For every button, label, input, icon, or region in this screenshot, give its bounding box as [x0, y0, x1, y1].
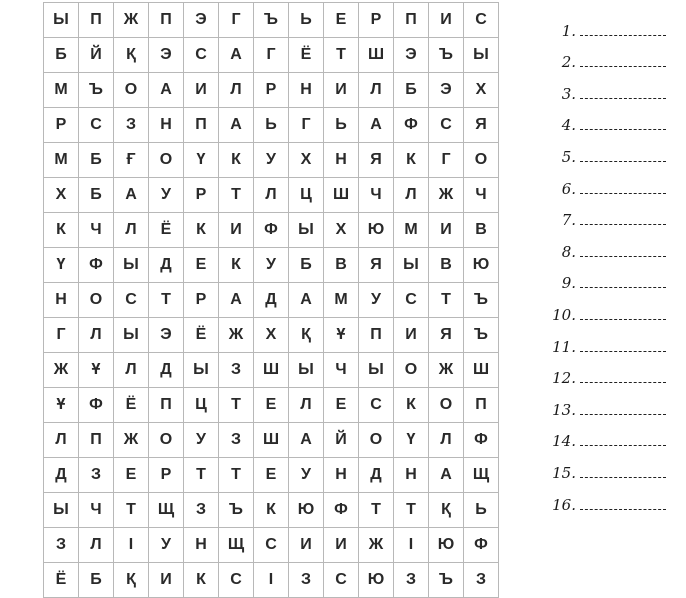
grid-cell[interactable]: Н [324, 143, 359, 178]
grid-cell[interactable]: Й [79, 38, 114, 73]
answer-blank[interactable] [580, 34, 666, 36]
grid-cell[interactable]: Ү [44, 248, 79, 283]
grid-cell[interactable]: Ч [359, 178, 394, 213]
grid-cell[interactable]: У [254, 248, 289, 283]
grid-cell[interactable]: Ы [44, 3, 79, 38]
grid-cell[interactable]: Ц [289, 178, 324, 213]
answer-line [546, 71, 676, 103]
grid-cell[interactable]: У [359, 283, 394, 318]
grid-cell[interactable]: Ь [324, 108, 359, 143]
grid-cell[interactable]: К [219, 248, 254, 283]
grid-cell[interactable]: Й [324, 423, 359, 458]
answer-line [546, 324, 676, 356]
grid-cell[interactable]: Ъ [79, 73, 114, 108]
grid-cell[interactable]: Қ [289, 318, 324, 353]
grid-cell[interactable]: Ж [114, 423, 149, 458]
answer-blank[interactable] [580, 413, 666, 415]
grid-cell[interactable]: З [184, 493, 219, 528]
grid-cell[interactable]: О [429, 388, 464, 423]
grid-cell[interactable]: Б [79, 143, 114, 178]
answer-blank[interactable] [580, 286, 666, 288]
grid-cell[interactable]: С [359, 388, 394, 423]
grid-cell[interactable]: Щ [149, 493, 184, 528]
grid-cell[interactable]: А [114, 178, 149, 213]
grid-cell[interactable]: Х [464, 73, 499, 108]
answer-number: 12. [552, 369, 576, 388]
answer-number: 1. [561, 21, 576, 40]
grid-cell[interactable]: И [184, 73, 219, 108]
grid-cell[interactable]: С [184, 38, 219, 73]
grid-cell[interactable]: А [359, 108, 394, 143]
grid-cell[interactable]: О [149, 143, 184, 178]
grid-cell[interactable]: Ы [289, 213, 324, 248]
grid-cell[interactable]: Ш [254, 353, 289, 388]
answer-number: 2. [561, 53, 576, 72]
grid-cell[interactable]: Е [324, 388, 359, 423]
grid-cell[interactable]: Ү [184, 143, 219, 178]
grid-cell[interactable]: Ъ [464, 283, 499, 318]
grid-cell[interactable]: И [324, 73, 359, 108]
grid-cell[interactable]: Ф [324, 493, 359, 528]
grid-cell[interactable]: Ы [114, 318, 149, 353]
grid-cell[interactable]: І [254, 563, 289, 598]
grid-cell[interactable]: Ю [429, 528, 464, 563]
grid-cell[interactable]: Г [254, 38, 289, 73]
grid-cell[interactable]: П [149, 3, 184, 38]
grid-cell[interactable]: З [79, 458, 114, 493]
grid-cell[interactable]: И [324, 528, 359, 563]
grid-cell[interactable]: Ё [184, 318, 219, 353]
grid-cell[interactable]: М [44, 73, 79, 108]
grid-cell[interactable]: Р [184, 178, 219, 213]
grid-cell[interactable]: Ф [464, 423, 499, 458]
grid-cell[interactable]: П [464, 388, 499, 423]
grid-cell[interactable]: І [114, 528, 149, 563]
grid-cell[interactable]: Ъ [429, 38, 464, 73]
grid-cell[interactable]: Ъ [219, 493, 254, 528]
grid-cell[interactable]: И [149, 563, 184, 598]
grid-cell[interactable]: Г [44, 318, 79, 353]
grid-cell[interactable]: Ч [79, 213, 114, 248]
grid-cell[interactable]: О [359, 423, 394, 458]
grid-cell[interactable]: Ч [79, 493, 114, 528]
answer-number: 10. [552, 305, 576, 324]
answer-number: 13. [552, 400, 576, 419]
grid-cell[interactable]: Ё [114, 388, 149, 423]
answer-number: 16. [552, 495, 576, 514]
grid-cell[interactable]: А [429, 458, 464, 493]
grid-cell[interactable]: Д [149, 248, 184, 283]
answer-blank[interactable] [580, 508, 666, 510]
answer-number: 8. [561, 242, 576, 261]
grid-cell[interactable]: Ё [289, 38, 324, 73]
grid-cell[interactable]: Я [359, 248, 394, 283]
grid-cell[interactable]: Ү [394, 423, 429, 458]
grid-cell[interactable]: Т [324, 38, 359, 73]
grid-cell[interactable]: Л [114, 213, 149, 248]
grid-cell[interactable]: Ь [254, 108, 289, 143]
grid-cell[interactable]: Ь [289, 3, 324, 38]
grid-cell[interactable]: Ж [429, 353, 464, 388]
grid-cell[interactable]: Х [324, 213, 359, 248]
answer-line [546, 387, 676, 419]
grid-cell[interactable]: Т [114, 493, 149, 528]
grid-cell[interactable]: Ж [359, 528, 394, 563]
grid-cell[interactable]: Щ [219, 528, 254, 563]
grid-cell[interactable]: Я [359, 143, 394, 178]
grid-cell[interactable]: Қ [114, 38, 149, 73]
grid-cell[interactable]: Ы [359, 353, 394, 388]
grid-cell[interactable]: Г [289, 108, 324, 143]
grid-cell[interactable]: Н [44, 283, 79, 318]
grid-cell[interactable]: Л [359, 73, 394, 108]
grid-cell[interactable]: Ф [254, 213, 289, 248]
answer-number: 3. [561, 84, 576, 103]
grid-cell[interactable]: Д [359, 458, 394, 493]
grid-cell[interactable]: Л [44, 423, 79, 458]
grid-cell[interactable]: Ы [289, 353, 324, 388]
answer-blank[interactable] [580, 444, 666, 446]
grid-cell[interactable]: Э [149, 318, 184, 353]
grid-cell[interactable]: Л [79, 318, 114, 353]
grid-cell[interactable]: Б [79, 178, 114, 213]
grid-cell[interactable]: Қ [114, 563, 149, 598]
grid-cell[interactable]: С [394, 283, 429, 318]
grid-cell[interactable]: Ъ [429, 563, 464, 598]
grid-cell[interactable]: Л [394, 178, 429, 213]
grid-cell[interactable]: Ш [254, 423, 289, 458]
grid-cell[interactable]: Ы [394, 248, 429, 283]
grid-cell[interactable]: Я [464, 108, 499, 143]
grid-cell[interactable]: Н [184, 528, 219, 563]
grid-cell[interactable]: П [149, 388, 184, 423]
grid-cell[interactable]: З [464, 563, 499, 598]
grid-cell[interactable]: О [464, 143, 499, 178]
grid-cell[interactable]: О [149, 423, 184, 458]
grid-cell[interactable]: Р [44, 108, 79, 143]
grid-cell[interactable]: Қ [429, 493, 464, 528]
grid-cell[interactable]: Б [44, 38, 79, 73]
grid-cell[interactable]: З [44, 528, 79, 563]
grid-cell[interactable]: Н [289, 73, 324, 108]
grid-cell[interactable]: Т [149, 283, 184, 318]
grid-cell[interactable]: И [219, 213, 254, 248]
answer-line [546, 450, 676, 482]
answer-number: 4. [561, 116, 576, 135]
grid-cell[interactable]: Ы [184, 353, 219, 388]
answer-line [546, 229, 676, 261]
answer-line [546, 261, 676, 293]
grid-cell[interactable]: С [79, 108, 114, 143]
grid-cell[interactable]: С [254, 528, 289, 563]
answer-line [546, 292, 676, 324]
grid-cell[interactable]: К [44, 213, 79, 248]
grid-cell[interactable]: М [394, 213, 429, 248]
grid-cell[interactable]: В [324, 248, 359, 283]
grid-cell[interactable]: П [79, 3, 114, 38]
grid-cell[interactable]: Э [184, 3, 219, 38]
grid-cell[interactable]: Ж [114, 3, 149, 38]
answer-blank[interactable] [580, 192, 666, 194]
grid-cell[interactable]: А [219, 38, 254, 73]
grid-cell[interactable]: Л [429, 423, 464, 458]
grid-cell[interactable]: И [429, 3, 464, 38]
grid-cell[interactable]: С [464, 3, 499, 38]
grid-cell[interactable]: Э [429, 73, 464, 108]
grid-cell[interactable]: С [114, 283, 149, 318]
grid-cell[interactable]: З [219, 423, 254, 458]
grid-cell[interactable]: К [184, 563, 219, 598]
answer-line [546, 8, 676, 40]
grid-cell[interactable]: Я [429, 318, 464, 353]
grid-cell[interactable]: Ж [429, 178, 464, 213]
grid-cell[interactable]: Ф [464, 528, 499, 563]
grid-cell[interactable]: К [394, 388, 429, 423]
grid-cell[interactable]: Ё [149, 213, 184, 248]
grid-cell[interactable]: Х [289, 143, 324, 178]
word-search-grid [43, 2, 499, 598]
grid-cell[interactable]: У [254, 143, 289, 178]
grid-cell[interactable]: Е [254, 458, 289, 493]
grid-cell[interactable]: П [359, 318, 394, 353]
grid-cell[interactable]: К [254, 493, 289, 528]
grid-cell[interactable]: К [219, 143, 254, 178]
grid-cell[interactable]: Л [114, 353, 149, 388]
grid-cell[interactable]: У [149, 178, 184, 213]
answer-blank[interactable] [580, 160, 666, 162]
grid-cell[interactable]: Ұ [79, 353, 114, 388]
answer-blank[interactable] [580, 97, 666, 99]
answer-blank[interactable] [580, 350, 666, 352]
grid-cell[interactable]: Д [254, 283, 289, 318]
grid-cell[interactable]: Б [289, 248, 324, 283]
grid-cell[interactable]: Б [79, 563, 114, 598]
grid-cell[interactable]: Д [44, 458, 79, 493]
grid-cell[interactable]: Р [359, 3, 394, 38]
grid-cell[interactable]: Б [394, 73, 429, 108]
grid-cell[interactable]: Т [219, 178, 254, 213]
grid-cell[interactable]: Т [219, 458, 254, 493]
grid-cell[interactable]: Р [149, 458, 184, 493]
grid-cell[interactable]: Ю [464, 248, 499, 283]
answer-blank[interactable] [580, 318, 666, 320]
grid-cell[interactable]: Н [149, 108, 184, 143]
grid-cell[interactable]: Т [394, 493, 429, 528]
answer-number: 14. [552, 432, 576, 451]
grid-cell[interactable]: Ю [289, 493, 324, 528]
answer-line [546, 103, 676, 135]
grid-cell[interactable]: Т [429, 283, 464, 318]
grid-cell[interactable]: У [289, 458, 324, 493]
grid-cell[interactable]: Ш [359, 38, 394, 73]
grid-cell[interactable]: О [79, 283, 114, 318]
grid-cell[interactable]: Ц [184, 388, 219, 423]
grid-cell[interactable]: Л [219, 73, 254, 108]
answer-blank[interactable] [580, 381, 666, 383]
grid-cell[interactable]: Ы [464, 38, 499, 73]
grid-cell[interactable]: Д [149, 353, 184, 388]
answer-line [546, 356, 676, 388]
grid-cell[interactable]: А [219, 108, 254, 143]
grid-cell[interactable]: Л [79, 528, 114, 563]
grid-cell[interactable]: И [429, 213, 464, 248]
answer-line [546, 134, 676, 166]
grid-cell[interactable]: П [184, 108, 219, 143]
answer-number: 11. [552, 337, 576, 356]
grid-cell[interactable]: Т [219, 388, 254, 423]
answer-line [546, 198, 676, 230]
grid-cell[interactable]: Ф [79, 388, 114, 423]
answer-list [546, 8, 676, 514]
grid-cell[interactable]: Ы [44, 493, 79, 528]
answer-number: 9. [561, 274, 576, 293]
grid-cell[interactable]: П [394, 3, 429, 38]
answer-blank[interactable] [580, 128, 666, 130]
grid-cell[interactable]: З [394, 563, 429, 598]
grid-cell[interactable]: И [289, 528, 324, 563]
grid-cell[interactable]: О [114, 73, 149, 108]
grid-cell[interactable]: Ю [359, 563, 394, 598]
grid-cell[interactable]: М [44, 143, 79, 178]
answer-line [546, 419, 676, 451]
grid-cell[interactable]: Г [429, 143, 464, 178]
grid-cell[interactable]: Ж [44, 353, 79, 388]
answer-number: 5. [561, 147, 576, 166]
grid-cell[interactable]: Ш [464, 353, 499, 388]
grid-cell[interactable]: З [289, 563, 324, 598]
grid-cell[interactable]: Э [149, 38, 184, 73]
grid-cell[interactable]: Ё [44, 563, 79, 598]
grid-cell[interactable]: К [184, 213, 219, 248]
answer-number: 6. [561, 179, 576, 198]
grid-cell[interactable]: В [464, 213, 499, 248]
grid-cell[interactable]: П [79, 423, 114, 458]
grid-cell[interactable]: З [219, 353, 254, 388]
answer-number: 15. [552, 463, 576, 482]
grid-cell[interactable]: Ұ [324, 318, 359, 353]
grid-cell[interactable]: Р [184, 283, 219, 318]
grid-cell[interactable]: М [324, 283, 359, 318]
answer-line [546, 40, 676, 72]
grid-cell[interactable]: А [289, 423, 324, 458]
answer-blank[interactable] [580, 223, 666, 225]
grid-cell[interactable]: Ф [79, 248, 114, 283]
grid-cell[interactable]: Е [184, 248, 219, 283]
grid-cell[interactable]: Ч [464, 178, 499, 213]
grid-cell[interactable]: Е [114, 458, 149, 493]
grid-cell[interactable]: Ұ [44, 388, 79, 423]
grid-cell[interactable]: Ф [394, 108, 429, 143]
grid-cell[interactable]: Т [184, 458, 219, 493]
answer-line [546, 166, 676, 198]
grid-cell[interactable]: Ъ [254, 3, 289, 38]
grid-cell[interactable]: Е [324, 3, 359, 38]
grid-cell[interactable]: Щ [464, 458, 499, 493]
grid-cell[interactable]: В [429, 248, 464, 283]
grid-cell[interactable]: У [149, 528, 184, 563]
grid-cell[interactable]: Е [254, 388, 289, 423]
grid-cell[interactable]: З [114, 108, 149, 143]
grid-cell[interactable]: Ы [114, 248, 149, 283]
grid-cell[interactable]: Ь [464, 493, 499, 528]
grid-cell[interactable]: Р [254, 73, 289, 108]
answer-blank[interactable] [580, 476, 666, 478]
grid-cell[interactable]: А [219, 283, 254, 318]
grid-cell[interactable]: Н [324, 458, 359, 493]
answer-blank[interactable] [580, 255, 666, 257]
grid-cell[interactable]: Э [394, 38, 429, 73]
grid-cell[interactable]: С [324, 563, 359, 598]
grid-cell[interactable]: Ш [324, 178, 359, 213]
grid-cell[interactable]: А [149, 73, 184, 108]
grid-cell[interactable]: Г [219, 3, 254, 38]
grid-cell[interactable]: Т [359, 493, 394, 528]
grid-cell[interactable]: О [394, 353, 429, 388]
grid-cell[interactable]: Л [289, 388, 324, 423]
answer-line [546, 482, 676, 514]
grid-cell[interactable]: Л [254, 178, 289, 213]
grid-cell[interactable]: И [394, 318, 429, 353]
grid-cell[interactable]: С [219, 563, 254, 598]
grid-cell[interactable]: К [394, 143, 429, 178]
grid-cell[interactable]: Х [254, 318, 289, 353]
grid-cell[interactable]: Ю [359, 213, 394, 248]
grid-cell[interactable]: Ч [324, 353, 359, 388]
grid-cell[interactable]: Ғ [114, 143, 149, 178]
grid-cell[interactable]: У [184, 423, 219, 458]
grid-cell[interactable]: І [394, 528, 429, 563]
answer-blank[interactable] [580, 65, 666, 67]
answer-number: 7. [561, 211, 576, 230]
grid-cell[interactable]: Ж [219, 318, 254, 353]
grid-cell[interactable]: Н [394, 458, 429, 493]
grid-cell[interactable]: Ъ [464, 318, 499, 353]
grid-cell[interactable]: А [289, 283, 324, 318]
grid-cell[interactable]: Х [44, 178, 79, 213]
grid-cell[interactable]: С [429, 108, 464, 143]
